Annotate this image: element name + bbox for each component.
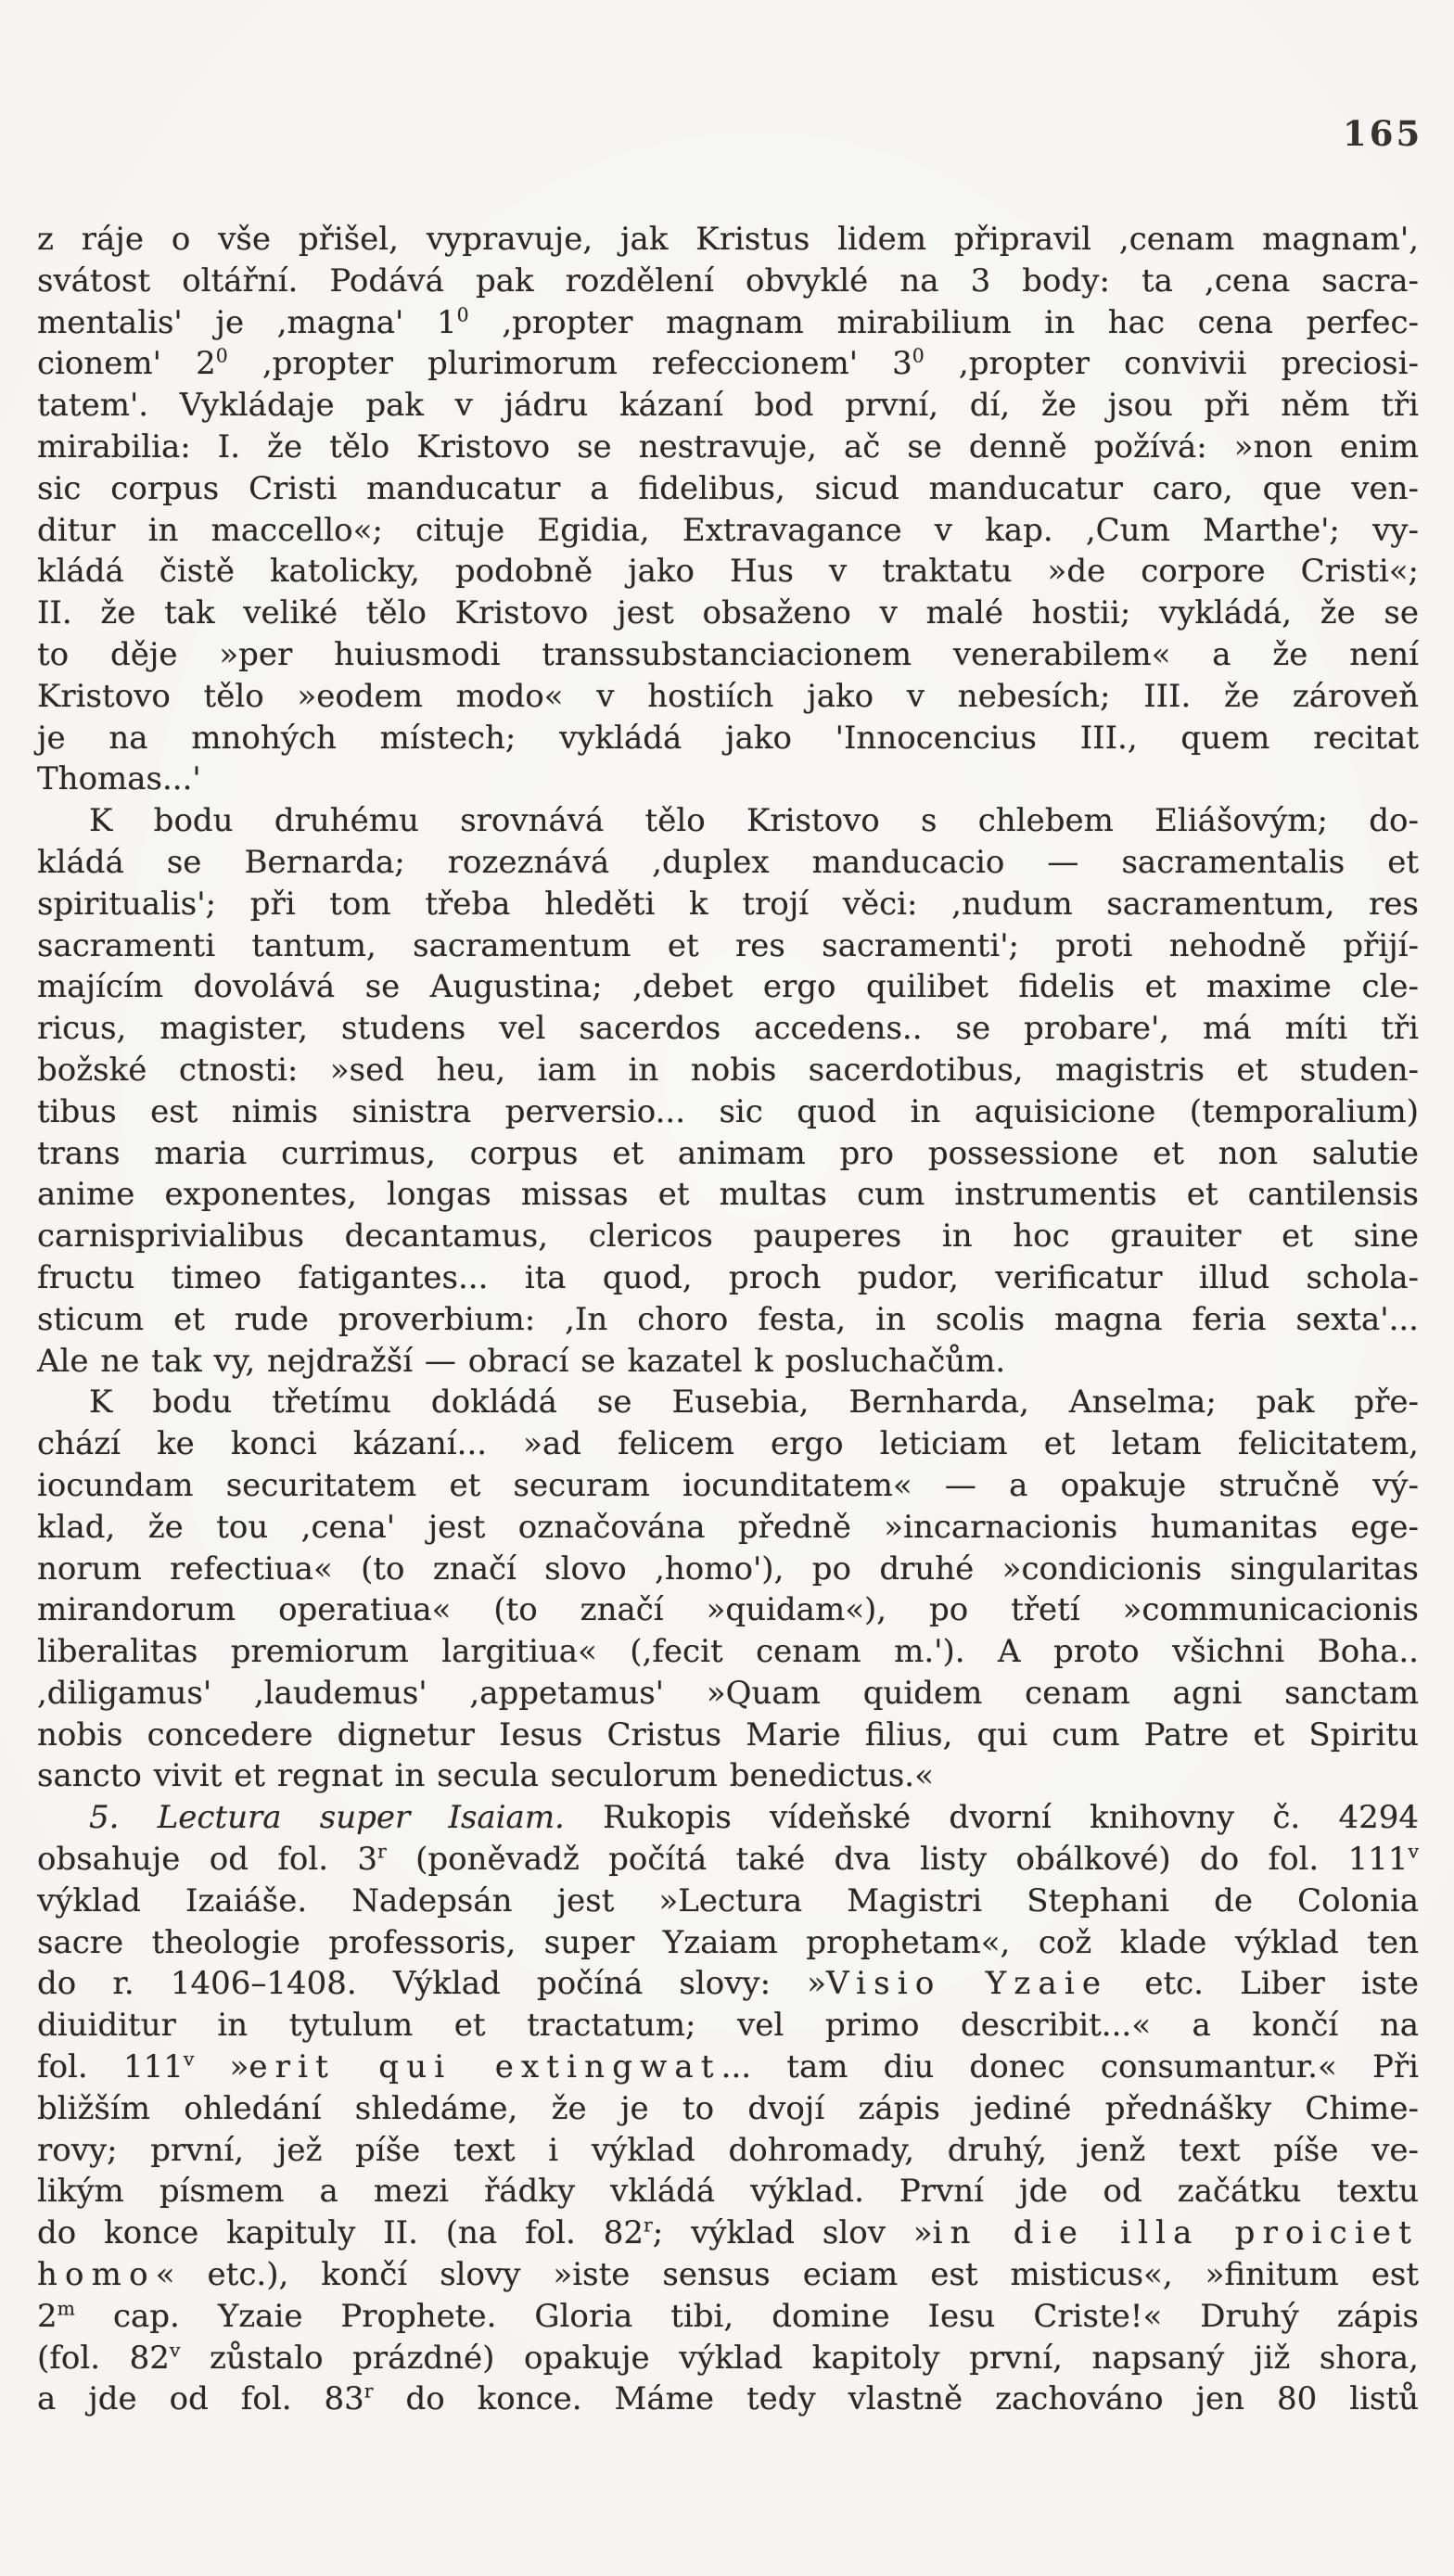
text-segment: majícím dovolává se Augustina; ,debet ergo quilibet fidelis et maxime cle- [37, 968, 1419, 1006]
text-line [37, 1881, 1419, 1922]
text-line [37, 1797, 1419, 1839]
text-segment: svátost oltářní. Podává pak rozdělení obvyklé na 3 body: ta ,cena sacra- [37, 261, 1419, 300]
text-segment: Ale ne tak vy, nejdražší — obrací se kazatel k posluchačům. [37, 1342, 1006, 1380]
text-line [37, 1465, 1419, 1507]
text-segment: fructu timeo fatigantes... ita quod, proch pudor, verificatur illud schola- [37, 1258, 1419, 1296]
text-line [37, 1008, 1419, 1050]
text-segment: norum refectiua« (to značí slovo ,homo'), po druhé »condicionis singularitas [37, 1549, 1419, 1588]
text-segment: spiritualis'; při tom třeba hleděti k trojí věci: ,nudum sacramentum, res [37, 885, 1419, 923]
text-line [37, 219, 1419, 261]
text-line [37, 884, 1419, 925]
text-segment: chází ke konci kázaní... »ad felicem ergo leticiam et letam felicitatem, [37, 1425, 1419, 1463]
text-segment: cap. Yzaie Prophete. Gloria tibi, domine Iesu Criste!« Druhý zápis [74, 2297, 1419, 2335]
text-segment: kládá čistě katolicky, podobně jako Hus v traktatu »de corpore Cristi«; [37, 553, 1419, 591]
text-line [37, 1631, 1419, 1673]
text-line [37, 1922, 1419, 1964]
text-segment: obsahuje od fol. 3 [37, 1841, 378, 1879]
text-segment: je na mnohých místech; vykládá jako 'Innocencius III., quem recitat [37, 719, 1419, 757]
text-line [37, 1839, 1419, 1881]
text-segment-sup: v [169, 2339, 181, 2362]
text-segment: ; výklad slov » [652, 2214, 933, 2252]
text-segment: nobis concedere dignetur Iesus Cristus Marie filius, qui cum Patre et Spiritu [37, 1715, 1419, 1753]
text-segment: kládá se Bernarda; rozeznává ,duplex manducacio — sacramentalis et [37, 843, 1419, 881]
text-segment: rovy; první, jež píše text i výklad dohromady, druhý, jenž text píše ve- [37, 2131, 1419, 2169]
text-segment: ricus, magister, studens vel sacerdos accedens.. se probare', má míti tři [37, 1010, 1419, 1048]
text-line [37, 2213, 1419, 2254]
text-segment: likým písmem a mezi řádky vkládá výklad. První jde od začátku textu [37, 2173, 1419, 2211]
text-segment-sup: v [1408, 1840, 1419, 1863]
text-segment: anime exponentes, longas missas et multas cum instrumentis et cantilensis [37, 1176, 1419, 1214]
text-segment-sup: 0 [456, 303, 469, 326]
text-segment: (fol. 82 [37, 2339, 170, 2377]
text-segment: bližším ohledání shledáme, že je to dvojí zápis jediné přednášky Chime- [37, 2089, 1419, 2127]
text-segment: Kristovo tělo »eodem modo« v hostiích jako v nebesích; III. že zároveň [37, 677, 1419, 715]
text-line [37, 427, 1419, 468]
text-segment: tatem'. Vykládaje pak v jádru kázaní bod první, dí, že jsou při něm tři [37, 387, 1419, 425]
text-segment-italic: 5. Lectura super Isaiam. [89, 1799, 565, 1837]
text-segment: iocundam securitatem et securam iocunditatem« — a opakuje stručně vý- [37, 1466, 1419, 1504]
text-segment-sup: 0 [215, 345, 228, 368]
text-segment: do r. 1406–1408. Výklad počíná slovy: » [37, 1965, 827, 2003]
text-segment: mentalis' je ,magna' 1 [37, 303, 457, 341]
text-line [37, 385, 1419, 427]
text-line [37, 2378, 1419, 2420]
text-segment-sup: r [644, 2213, 653, 2237]
text-line [37, 1050, 1419, 1091]
text-segment-sup: m [57, 2297, 75, 2320]
text-line [37, 966, 1419, 1008]
text-segment: tibus est nimis sinistra perversio... sic quod in aquisicione (temporalium) [37, 1092, 1419, 1130]
text-segment: Thomas...' [37, 760, 201, 798]
text-line [37, 634, 1419, 676]
text-line [37, 1382, 1419, 1423]
text-segment: mirandorum operatiua« (to značí »quidam«), po třetí »communicacionis [37, 1591, 1419, 1629]
text-block [37, 219, 1419, 2420]
text-line [37, 2130, 1419, 2172]
page-number: 165 [1343, 113, 1423, 154]
text-segment: sacramenti tantum, sacramentum et res sacramenti'; proti nehodně přijí- [37, 926, 1419, 964]
text-line [37, 1423, 1419, 1465]
text-segment: ,propter magnam mirabilium in hac cena perfec- [468, 303, 1419, 341]
text-line [37, 718, 1419, 759]
text-line [37, 551, 1419, 593]
text-line [37, 676, 1419, 718]
text-segment: zůstalo prázdné) opakuje výklad kapitoly první, napsaný již shora, [180, 2339, 1419, 2377]
text-segment: klad, že tou ,cena' jest označována předně »incarnacionis humanitas ege- [37, 1508, 1419, 1546]
text-segment-spaced: Visio Yzaie [826, 1965, 1109, 2003]
text-segment: ,propter plurimorum refeccionem' 3 [227, 345, 912, 383]
text-segment: do konce kapituly II. (na fol. 82 [37, 2214, 644, 2252]
text-line [37, 1755, 1419, 1797]
text-segment: ,diligamus' ,laudemus' ,appetamus' »Quam quidem cenam agni sanctam [37, 1674, 1419, 1712]
text-segment: » [194, 2048, 249, 2086]
text-segment: sic corpus Cristi manducatur a fidelibus, sicud manducatur caro, que ven- [37, 469, 1419, 507]
text-segment: K bodu druhému srovnává tělo Kristovo s chlebem Eliášovým; do- [89, 802, 1419, 840]
text-segment: etc. Liber iste [1108, 1965, 1419, 2003]
text-line [37, 1091, 1419, 1133]
text-line [37, 842, 1419, 884]
text-segment: a jde od fol. 83 [37, 2380, 364, 2418]
text-line [37, 1341, 1419, 1383]
text-segment: sticum et rude proverbium: ,In choro festa, in scolis magna feria sexta'... [37, 1300, 1419, 1338]
text-line [37, 1589, 1419, 1631]
text-segment: diuiditur in tytulum et tractatum; vel primo describit...« a končí na [37, 2007, 1419, 2045]
text-line [37, 593, 1419, 634]
text-segment: ,propter convivii preciosi- [924, 345, 1419, 383]
text-segment: cionem' 2 [37, 345, 216, 383]
text-segment: to děje »per huiusmodi transsubstanciacionem venerabilem« a že není [37, 635, 1419, 673]
text-line [37, 1216, 1419, 1257]
text-line [37, 1257, 1419, 1299]
text-line [37, 468, 1419, 510]
text-segment: 2 [37, 2297, 57, 2335]
text-segment: fol. 111 [37, 2048, 184, 2086]
text-line [37, 1715, 1419, 1756]
text-line [37, 510, 1419, 552]
text-segment: trans maria currimus, corpus et animam pro possessione et non salutie [37, 1134, 1419, 1172]
text-line [37, 1299, 1419, 1341]
text-segment-spaced: erit qui extingwat [249, 2048, 721, 2086]
text-line [37, 2047, 1419, 2088]
text-segment-sup: r [364, 2380, 374, 2404]
text-segment: liberalitas premiorum largitiua« (,fecit cenam m.'). A proto všichni Boha.. [37, 1633, 1419, 1671]
text-segment: sacre theologie professoris, super Yzaiam prophetam«, což klade výklad ten [37, 1923, 1419, 1961]
text-segment: carnisprivialibus decantamus, clericos pauperes in hoc grauiter et sine [37, 1218, 1419, 1256]
text-segment-spaced: in die illa proiciet [932, 2214, 1419, 2252]
text-line [37, 1963, 1419, 2005]
text-segment-sup: v [183, 2047, 195, 2071]
text-segment: božské ctnosti: »sed heu, iam in nobis sacerdotibus, magistris et studen- [37, 1051, 1419, 1089]
text-line [37, 800, 1419, 842]
text-line [37, 261, 1419, 302]
text-line [37, 1549, 1419, 1590]
text-line [37, 759, 1419, 800]
text-line [37, 343, 1419, 385]
text-segment: sancto vivit et regnat in secula seculorum benedictus.« [37, 1757, 934, 1795]
text-segment: Rukopis vídeňské dvorní knihovny č. 4294 [564, 1799, 1420, 1837]
text-line [37, 302, 1419, 344]
text-segment: (poněvadž počítá také dva listy obálkové) do fol. 111 [386, 1841, 1409, 1879]
text-line [37, 2338, 1419, 2379]
text-line [37, 2254, 1419, 2296]
text-line [37, 2088, 1419, 2130]
text-segment-spaced: homo [37, 2256, 156, 2294]
text-line [37, 2171, 1419, 2213]
text-segment: II. že tak veliké tělo Kristovo jest obsaženo v malé hostii; vykládá, že se [37, 594, 1419, 632]
text-line [37, 1673, 1419, 1715]
text-segment-sup: 0 [912, 345, 925, 368]
text-segment: do konce. Máme tedy vlastně zachováno jen 80 listů [373, 2380, 1419, 2418]
text-segment: z ráje o vše přišel, vypravuje, jak Kristus lidem připravil ,cenam magnam', [37, 221, 1419, 258]
text-line [37, 925, 1419, 967]
text-segment: ... tam diu donec consumantur.« Při [721, 2048, 1419, 2086]
text-segment: K bodu třetímu dokládá se Eusebia, Bernharda, Anselma; pak pře- [89, 1384, 1419, 1422]
text-segment: výklad Izaiáše. Nadepsán jest »Lectura Magistri Stephani de Colonia [37, 1881, 1419, 1919]
text-line [37, 2296, 1419, 2338]
text-line [37, 2005, 1419, 2047]
text-segment-sup: r [377, 1840, 387, 1863]
text-line [37, 1507, 1419, 1549]
text-segment: « etc.), končí slovy »iste sensus eciam est misticus«, »finitum est [155, 2256, 1419, 2294]
text-segment: mirabilia: I. že tělo Kristovo se nestravuje, ač se denně požívá: »non enim [37, 427, 1419, 465]
text-segment: ditur in maccello«; cituje Egidia, Extravagance v kap. ,Cum Marthe'; vy- [37, 511, 1419, 549]
text-line [37, 1174, 1419, 1216]
text-line [37, 1133, 1419, 1175]
